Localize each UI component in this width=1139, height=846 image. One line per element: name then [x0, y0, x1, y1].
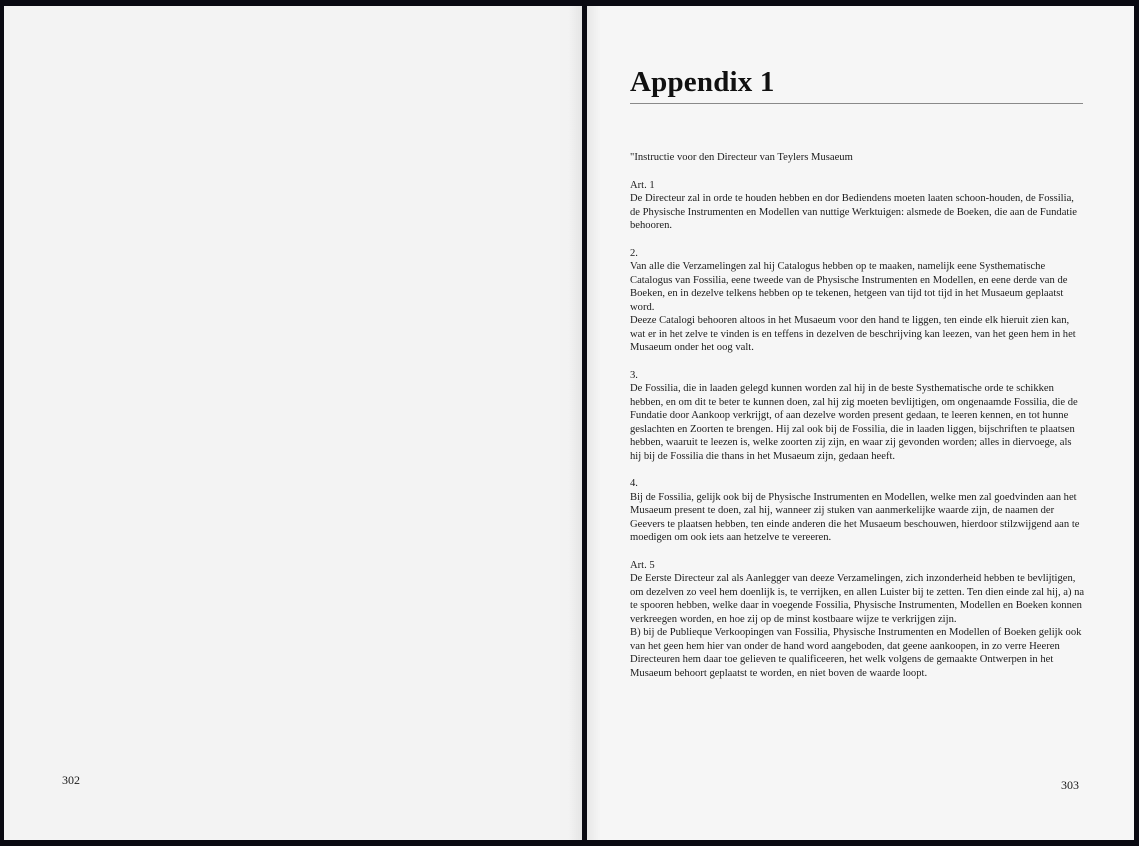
section-art-3: [630, 369, 1085, 464]
right-page: [587, 6, 1134, 840]
section-heading: 3.: [630, 369, 638, 381]
section-paragraph: De Fossilia, die in laaden gelegd kunnen worden zal hij in de beste Systhematische orde te schikken hebben, en om dit te beter te kunnen doen, zal hij zig moeten bevlijtigen, om ongenaamde Fossilia, die de Fundatie door Aankoop verkrijgt, of aan dezelve worden present gedaan, te leeren kennen, en tot hunne geslachten en Zoorten te brengen. Hij zal ook bij de Fossilia, die in laaden liggen, bijschriften te plaatsen hebben, waaruit te leezen is, welke zoorten zij zijn, en waar zij gevonden worden; alles in diervoege, als hij bij de Fossilia die thans in het Musaeum zijn, gedaan heeft.: [630, 383, 1078, 462]
page-title: Appendix 1: [630, 66, 775, 98]
section-heading: 2.: [630, 247, 638, 259]
section-paragraph: Bij de Fossilia, gelijk ook bij de Physische Instrumenten en Modellen, welke men zal goedvinden aan het Musaeum present te doen, zal hij, wanneer zij stuken van aanmerkelijke waarde zijn, de naamen der Geevers te plaatsen hebben, ten einde anderen die het Musaeum beschouwen, hierdoor stilzwijgend aan te moedigen om ook iets aan hetzelve te vereeren.: [630, 491, 1080, 543]
section-paragraph: De Eerste Directeur zal als Aanlegger van deeze Verzamelingen, zich inzonderheid hebben te bevlijtigen, om dezelven zo veel hem doenlijk is, te verrijken, en allen Luister bij te zetten. Ten dien einde zal hij, a) na te spooren hebben, welke daar in voegende Fossilia, Physische Instrumenten, Modellen en Boeken konnen verkreegen worden, en hoe zij op de minst kostbaare wijze te verkrijgen zijn.: [630, 573, 1085, 625]
left-page: [4, 6, 582, 840]
section-heading: Art. 5: [630, 559, 655, 571]
section-art-4: [630, 477, 1085, 545]
section-heading: Art. 1: [630, 179, 655, 191]
section-paragraph: Deeze Catalogi behooren altoos in het Musaeum voor den hand te liggen, ten einde elk hieruit zien kan, wat er in het zelve te vinden is en teffens in dezelven de beschrijving kan leezen, van het geen hem in het Musaeum onder het oog valt.: [630, 315, 1076, 353]
section-art-5: [630, 559, 1085, 681]
section-paragraph: B) bij de Publieque Verkoopingen van Fossilia, Physische Instrumenten en Modellen of Boeken gelijk ook van het geen hem hier van onder de hand word aangeboden, dat geene aankoopen, in zo verre Heeren Directeuren hem daar toe gelieven te qualificeeren, het welk volgens de gemaakte Ontwerpen in het Musaeum behoort geplaatst te worden, en niet boven de waarde loopt.: [630, 627, 1082, 679]
section-art-2: [630, 247, 1085, 355]
title-rule: [630, 103, 1083, 104]
article-body: [630, 151, 1085, 694]
page-number-left: 302: [62, 773, 80, 787]
page-number-right: 303: [1061, 778, 1079, 792]
section-paragraph: De Directeur zal in orde te houden hebben en dor Bediendens moeten laaten schoon-houden, de Fossilia, de Physische Instrumenten en Modellen van nuttige Werktuigen: alsmede de Boeken, die aan de Fundatie behooren.: [630, 193, 1078, 231]
section-paragraph: Van alle die Verzamelingen zal hij Catalogus hebben op te maaken, namelijk eene Systhematische Catalogus van Fossilia, eene tweede van de Physische Instrumenten en Modellen, en eene derde van de Boeken, en in dezelve telkens hebben op te tekenen, hetgeen van tijd tot tijd in het Musaeum geplaatst word.: [630, 261, 1068, 313]
intro-line: "Instructie voor den Directeur van Teylers Musaeum: [630, 152, 853, 163]
section-heading: 4.: [630, 478, 638, 489]
section-art-1: [630, 179, 1085, 233]
